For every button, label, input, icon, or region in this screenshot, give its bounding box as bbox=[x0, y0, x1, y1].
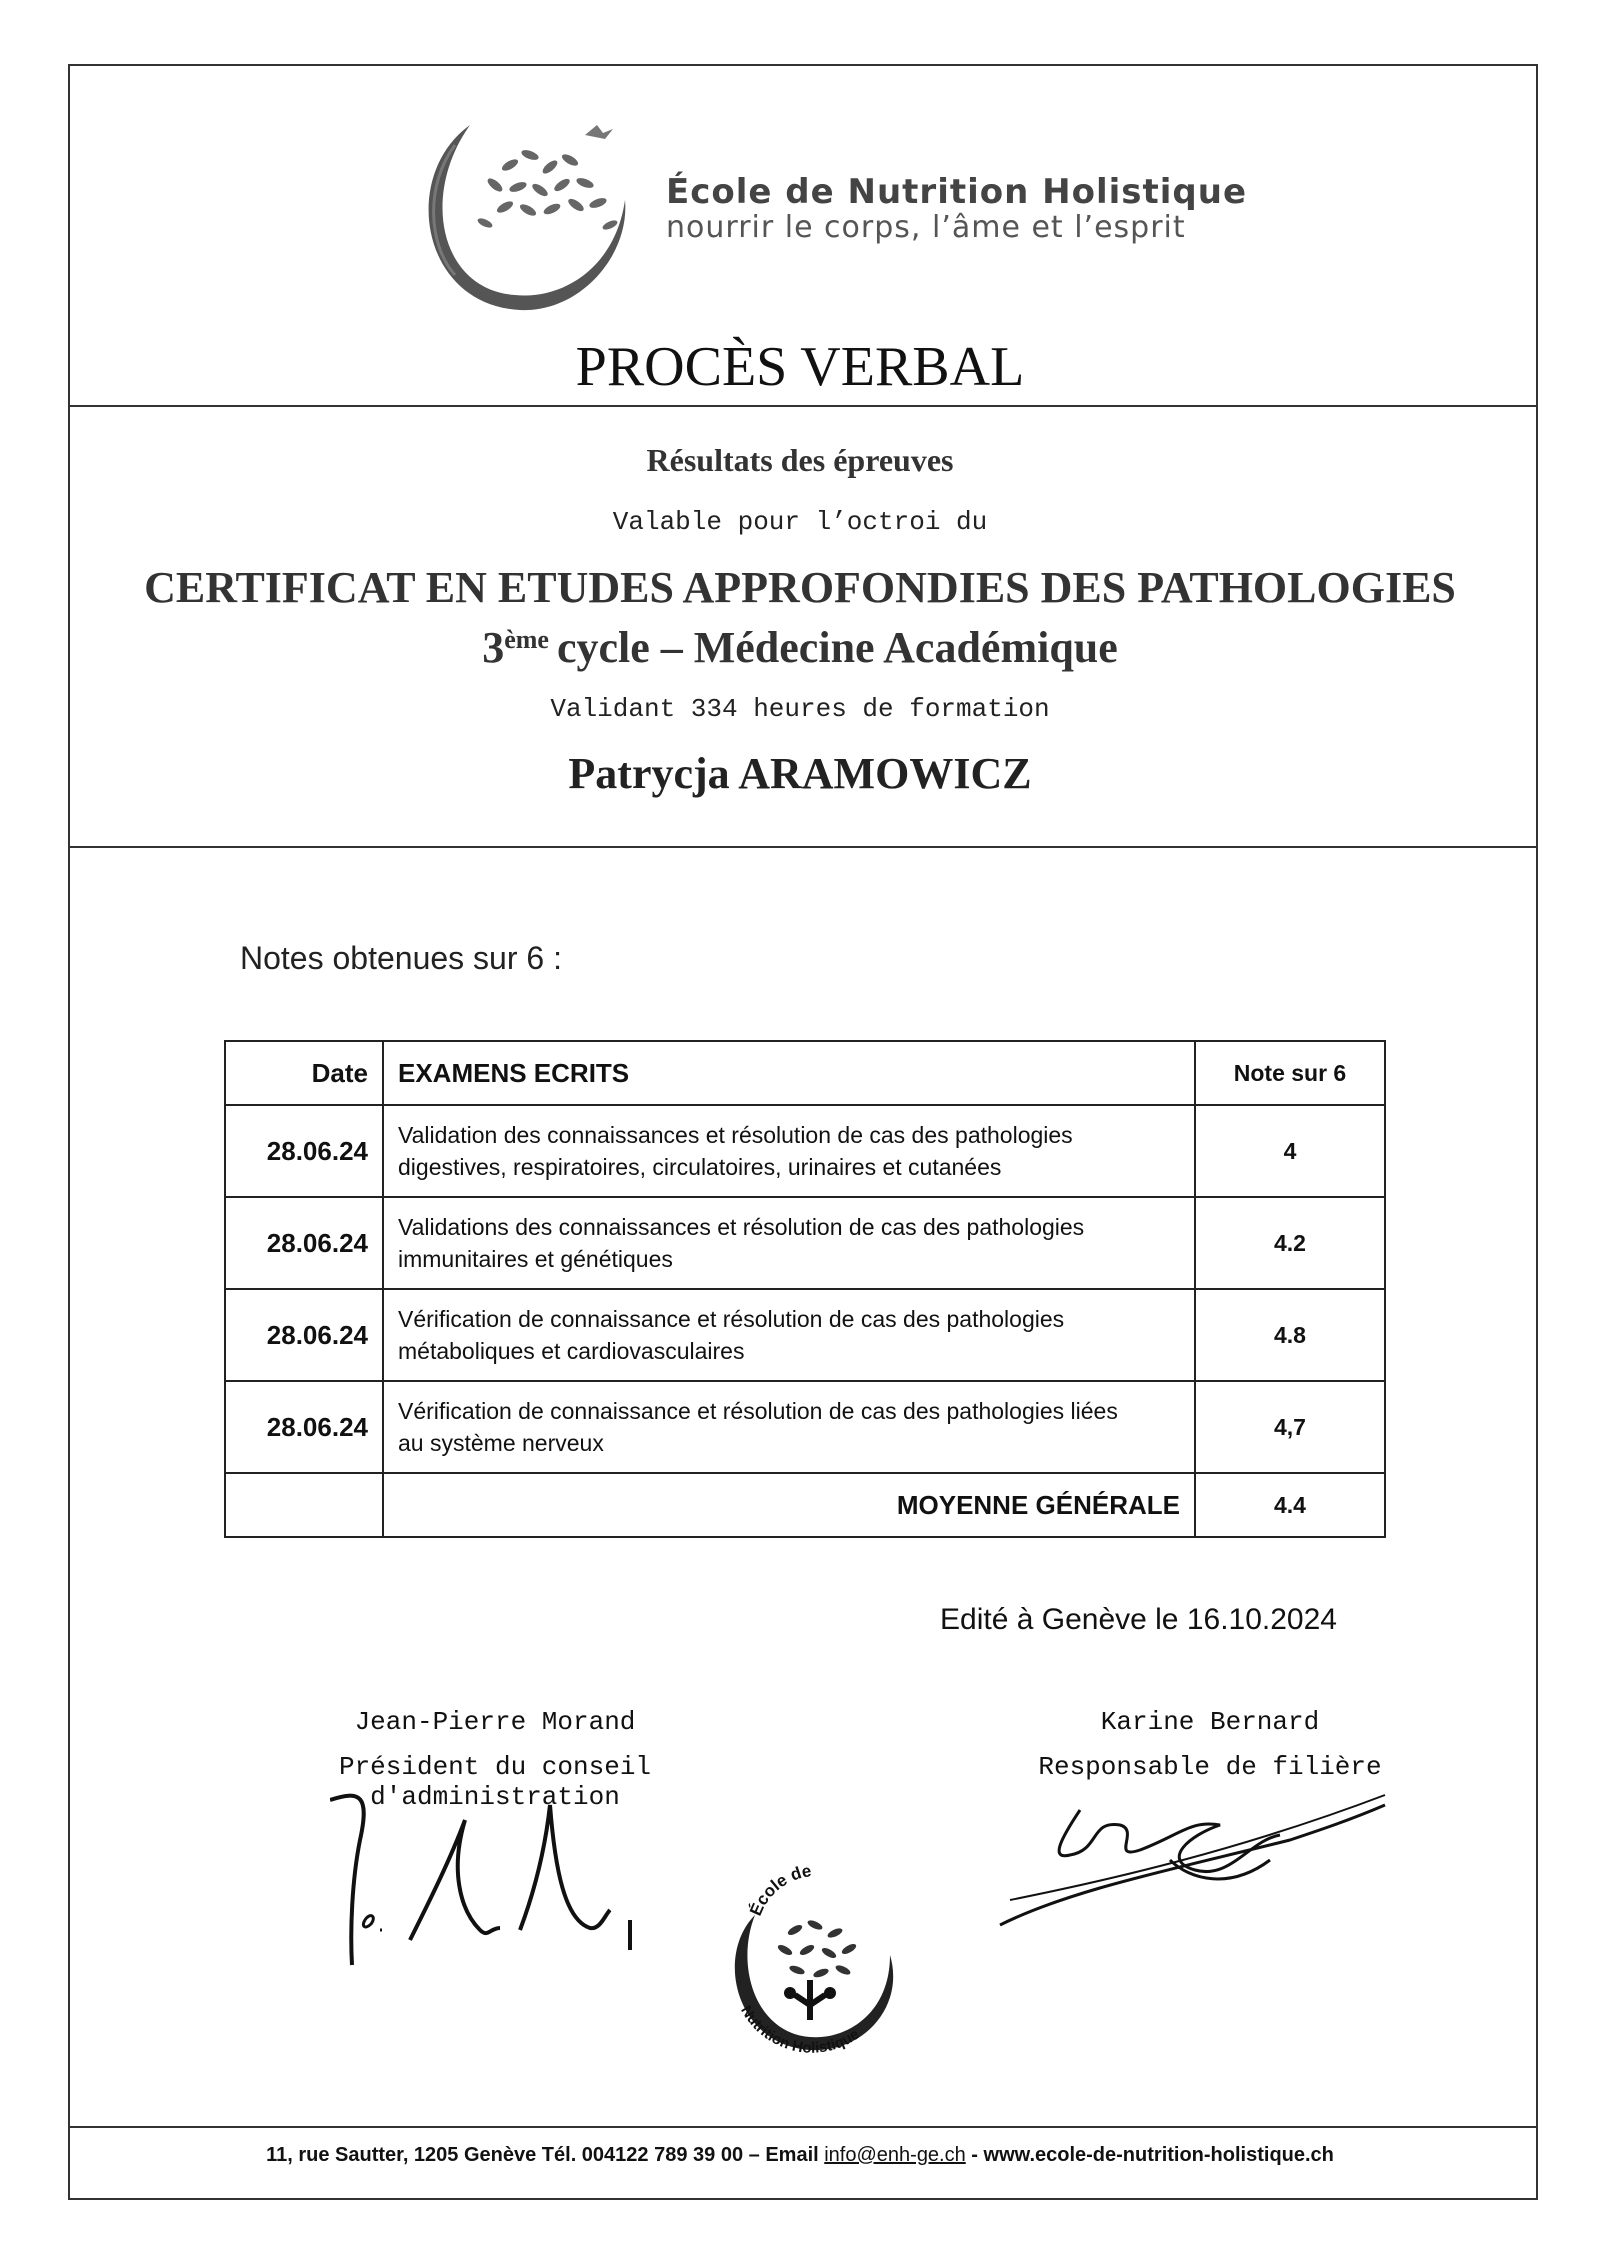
header-date: Date bbox=[225, 1041, 383, 1105]
school-name: École de Nutrition Holistique bbox=[666, 172, 1248, 212]
left-signature bbox=[330, 1780, 650, 1970]
cycle-superscript: ème bbox=[504, 625, 549, 654]
table-row bbox=[225, 1105, 1385, 1197]
exam-line-1: Validations des connaissances et résolution de cas des pathologies bbox=[398, 1214, 1085, 1240]
row-date: 28.06.24 bbox=[225, 1381, 383, 1473]
cycle-line bbox=[0, 622, 1600, 673]
student-name: Patrycja ARAMOWICZ bbox=[568, 749, 1032, 798]
row-exam bbox=[383, 1381, 1195, 1473]
table-row bbox=[225, 1289, 1385, 1381]
stamp-bottom-text: Nutrition Holistique bbox=[737, 2002, 863, 2057]
table-row bbox=[225, 1197, 1385, 1289]
exam-line-1: Validation des connaissances et résolution de cas des pathologies bbox=[398, 1122, 1073, 1148]
header-exam: EXAMENS ECRITS bbox=[383, 1041, 1195, 1105]
row-date: 28.06.24 bbox=[225, 1289, 383, 1381]
footer-website: - www.ecole-de-nutrition-holistique.ch bbox=[965, 2144, 1334, 2166]
certificate-title: CERTIFICAT EN ETUDES APPROFONDIES DES PATHOLOGIES bbox=[144, 563, 1456, 612]
document-title: PROCÈS VERBAL bbox=[575, 336, 1025, 398]
left-signatory-role: Président du conseil d'administration bbox=[338, 1752, 652, 1812]
right-signatory-name: Karine Bernard bbox=[1100, 1707, 1320, 1737]
footer-email-link[interactable]: info@enh-ge.ch bbox=[824, 2144, 966, 2166]
school-stamp bbox=[715, 1845, 905, 2065]
table-header-row bbox=[225, 1041, 1385, 1105]
average-value: 4.4 bbox=[1195, 1473, 1385, 1537]
row-note: 4.8 bbox=[1195, 1289, 1385, 1381]
training-hours: Validant 334 heures de formation bbox=[550, 694, 1050, 724]
results-subtitle: Résultats des épreuves bbox=[646, 442, 954, 478]
row-date: 28.06.24 bbox=[225, 1197, 383, 1289]
footer-contact bbox=[0, 2144, 1600, 2167]
svg-text:École de bbox=[746, 1861, 813, 1918]
school-logo bbox=[410, 105, 650, 325]
exam-line-2: au système nerveux bbox=[398, 1430, 604, 1456]
exam-line-1: Vérification de connaissance et résolution de cas des pathologies liées bbox=[398, 1398, 1118, 1424]
validity-text: Valable pour l’octroi du bbox=[612, 507, 988, 537]
grades-intro: Notes obtenues sur 6 : bbox=[240, 940, 562, 976]
exam-line-2: immunitaires et génétiques bbox=[398, 1246, 673, 1272]
exam-line-2: métaboliques et cardiovasculaires bbox=[398, 1338, 745, 1364]
row-exam bbox=[383, 1289, 1195, 1381]
edition-place-date: Edité à Genève le 16.10.2024 bbox=[940, 1603, 1337, 1636]
row-note: 4,7 bbox=[1195, 1381, 1385, 1473]
row-date: 28.06.24 bbox=[225, 1105, 383, 1197]
table-row bbox=[225, 1381, 1385, 1473]
average-label: MOYENNE GÉNÉRALE bbox=[383, 1473, 1195, 1537]
right-signature bbox=[990, 1780, 1390, 1930]
row-note: 4 bbox=[1195, 1105, 1385, 1197]
footer-address: 11, rue Sautter, 1205 Genève Tél. 004122 789 39 00 – Email bbox=[266, 2144, 825, 2166]
right-signatory-role: Responsable de filière bbox=[1038, 1752, 1382, 1782]
left-signatory-name: Jean-Pierre Morand bbox=[354, 1707, 636, 1737]
header-note: Note sur 6 bbox=[1195, 1041, 1385, 1105]
row-note: 4.2 bbox=[1195, 1197, 1385, 1289]
row-exam bbox=[383, 1105, 1195, 1197]
grades-table bbox=[224, 1040, 1386, 1538]
row-exam bbox=[383, 1197, 1195, 1289]
stamp-top-text: École de bbox=[746, 1861, 813, 1919]
header-divider bbox=[70, 405, 1536, 407]
average-empty-cell bbox=[225, 1473, 383, 1537]
footer-divider bbox=[70, 2126, 1536, 2128]
school-tagline: nourrir le corps, l’âme et l’esprit bbox=[666, 210, 1186, 245]
cycle-text: cycle – Médecine Académique bbox=[556, 623, 1118, 672]
average-row bbox=[225, 1473, 1385, 1537]
exam-line-1: Vérification de connaissance et résolution de cas des pathologies bbox=[398, 1306, 1065, 1332]
cycle-number: 3 bbox=[482, 623, 505, 672]
exam-line-2: digestives, respiratoires, circulatoires, urinaires et cutanées bbox=[398, 1154, 1002, 1180]
svg-text:Nutrition Holistique bbox=[737, 2003, 862, 2057]
intro-divider bbox=[70, 846, 1536, 848]
